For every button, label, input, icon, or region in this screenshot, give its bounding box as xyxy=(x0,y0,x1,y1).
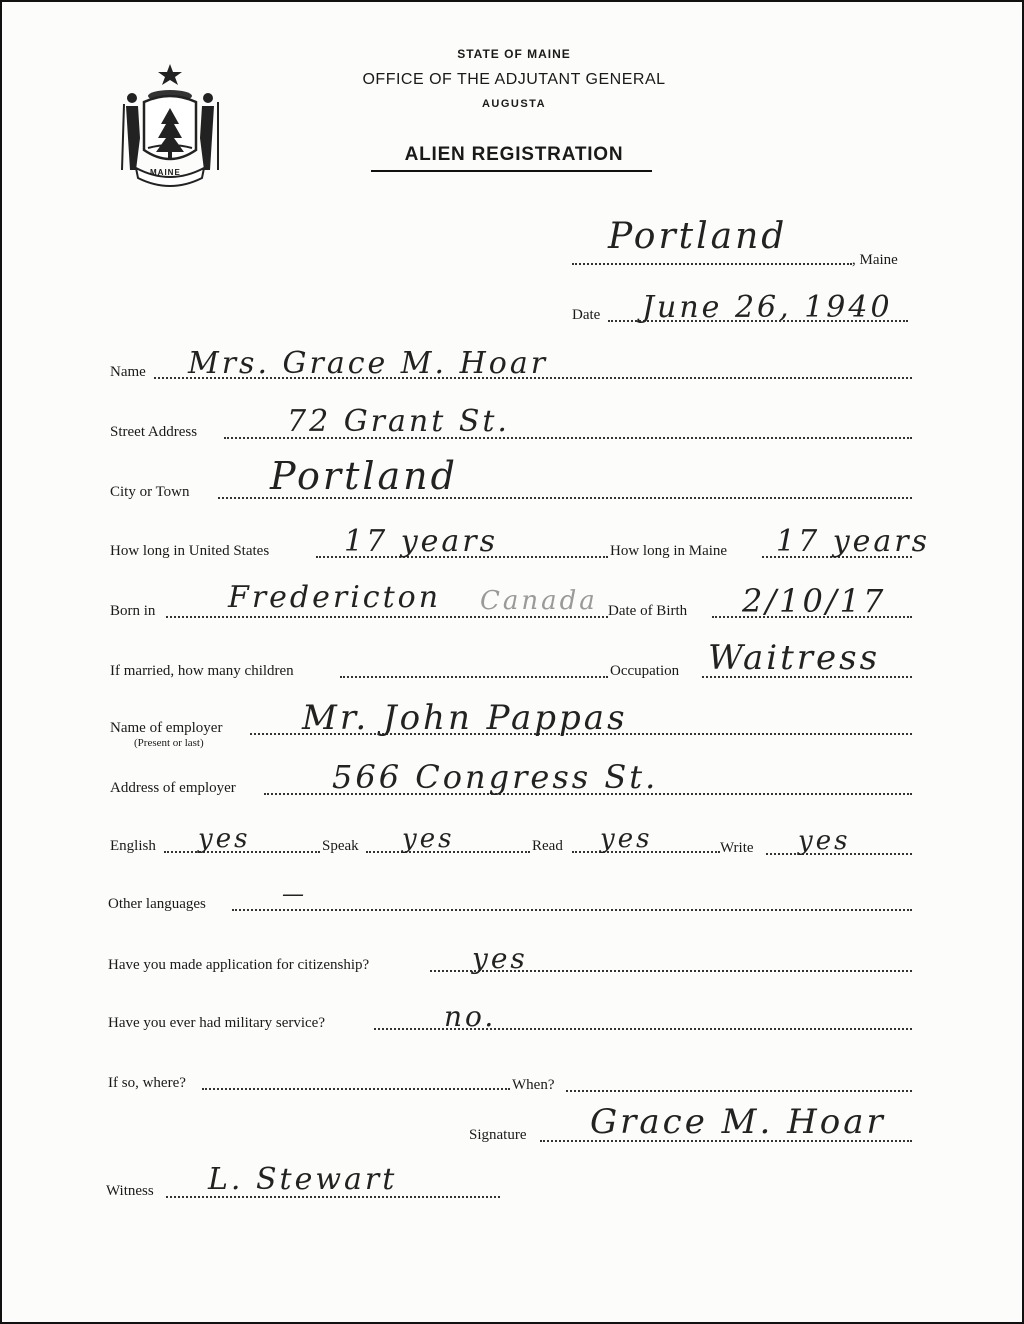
other-languages-line xyxy=(232,909,912,911)
signature-label: Signature xyxy=(469,1127,527,1143)
employer-address-label: Address of employer xyxy=(110,780,236,796)
born-in-line xyxy=(166,616,608,618)
when-label: When? xyxy=(512,1077,555,1093)
employer-value[interactable]: Mr. John Pappas xyxy=(302,698,628,738)
born-in-faint-value: Canada xyxy=(480,586,598,616)
when-line xyxy=(566,1090,912,1092)
date-label: Date xyxy=(572,307,601,323)
born-in-value[interactable]: Fredericton xyxy=(228,580,442,615)
occupation-label: Occupation xyxy=(610,663,680,679)
seal-banner-text: MAINE xyxy=(150,168,181,177)
read-label: Read xyxy=(532,838,563,854)
english-value[interactable]: yes xyxy=(198,824,251,854)
state-heading: STATE OF MAINE xyxy=(457,47,571,61)
city-town-label: City or Town xyxy=(110,484,190,500)
office-heading: OFFICE OF THE ADJUTANT GENERAL xyxy=(362,71,666,88)
military-label: Have you ever had military service? xyxy=(108,1015,325,1031)
where-line xyxy=(202,1088,510,1090)
born-in-label: Born in xyxy=(110,603,156,619)
read-value[interactable]: yes xyxy=(600,824,653,854)
write-value[interactable]: yes xyxy=(798,826,851,856)
other-languages-value[interactable]: — xyxy=(282,882,307,907)
witness-value[interactable]: L. Stewart xyxy=(208,1162,398,1197)
speak-label: Speak xyxy=(322,838,359,854)
employer-label: Name of employer xyxy=(110,720,223,736)
location-state-label: , Maine xyxy=(852,252,898,268)
citizenship-label: Have you made application for citizenship? xyxy=(108,957,370,973)
occupation-value[interactable]: Waitress xyxy=(708,638,881,678)
witness-label: Witness xyxy=(106,1183,154,1199)
title-underline xyxy=(371,170,652,172)
maine-duration-label: How long in Maine xyxy=(610,543,728,559)
children-label: If married, how many children xyxy=(110,663,294,679)
where-label: If so, where? xyxy=(108,1075,186,1091)
employer-address-value[interactable]: 566 Congress St. xyxy=(332,758,659,796)
maine-duration-value[interactable]: 17 years xyxy=(776,524,931,559)
location-line xyxy=(572,263,852,265)
speak-value[interactable]: yes xyxy=(402,824,455,854)
name-label: Name xyxy=(110,364,146,380)
dob-value[interactable]: 2/10/17 xyxy=(742,582,887,620)
city-heading: AUGUSTA xyxy=(481,98,547,110)
location-city-value[interactable]: Portland xyxy=(608,216,788,257)
date-value[interactable]: June 26, 1940 xyxy=(642,290,893,325)
employer-sublabel: (Present or last) xyxy=(134,737,204,749)
us-duration-label: How long in United States xyxy=(110,543,270,559)
street-value[interactable]: 72 Grant St. xyxy=(287,404,510,439)
dob-label: Date of Birth xyxy=(608,603,688,619)
military-value[interactable]: no. xyxy=(444,1000,497,1033)
name-value[interactable]: Mrs. Grace M. Hoar xyxy=(188,346,549,381)
city-town-value[interactable]: Portland xyxy=(270,454,458,498)
citizenship-value[interactable]: yes xyxy=(472,942,528,975)
other-languages-label: Other languages xyxy=(108,896,206,912)
signature-value[interactable]: Grace M. Hoar xyxy=(590,1102,886,1142)
children-line xyxy=(340,676,608,678)
street-label: Street Address xyxy=(110,424,198,440)
write-label: Write xyxy=(720,840,754,856)
us-duration-value[interactable]: 17 years xyxy=(344,524,499,559)
english-label: English xyxy=(110,838,156,854)
form-title: ALIEN REGISTRATION xyxy=(404,144,624,165)
